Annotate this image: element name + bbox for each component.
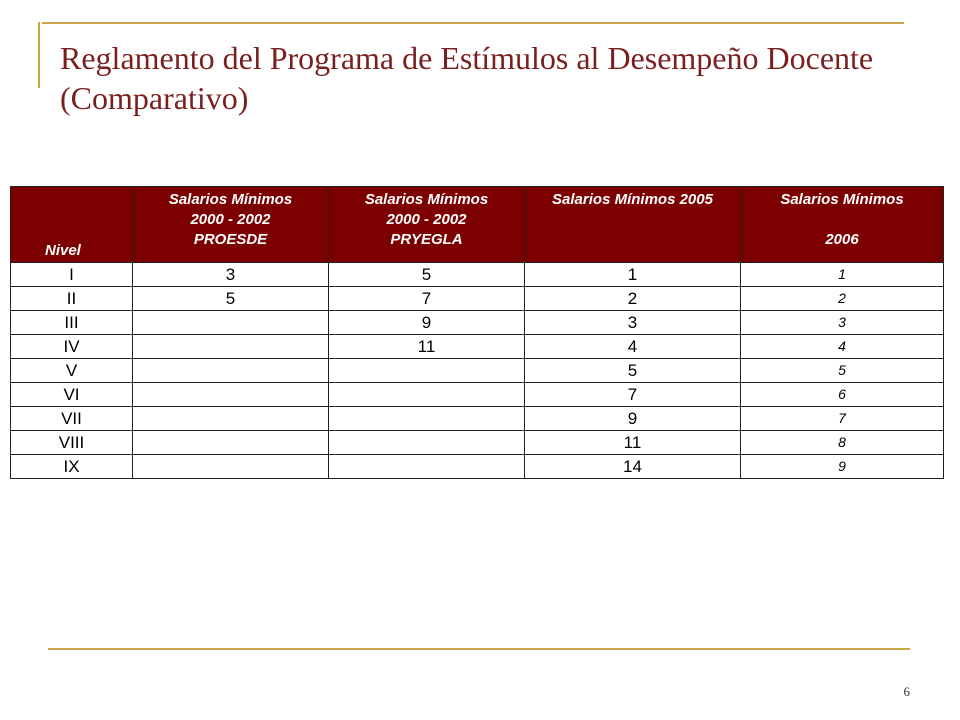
cell-nivel: VII: [11, 407, 133, 431]
cell-2005: 3: [525, 311, 741, 335]
cell-proesde: 3: [133, 263, 329, 287]
cell-pryegla: 11: [329, 335, 525, 359]
header-label: Salarios Mínimos: [364, 191, 489, 208]
cell-2006: 7: [741, 407, 944, 431]
cell-proesde: [133, 335, 329, 359]
table-row: [11, 359, 944, 383]
cell-proesde: [133, 455, 329, 479]
cell-nivel: III: [11, 311, 133, 335]
cell-2006: 2: [741, 287, 944, 311]
cell-2005: 5: [525, 359, 741, 383]
table-row: [11, 263, 944, 287]
comparison-table: [10, 186, 944, 479]
top-rule: [42, 22, 904, 24]
header-label: PROESDE: [193, 231, 268, 248]
cell-nivel: IV: [11, 335, 133, 359]
table-body: [11, 263, 944, 479]
cell-pryegla: 7: [329, 287, 525, 311]
slide-title: Reglamento del Programa de Estímulos al Desempeño Docente (Comparativo): [60, 40, 874, 116]
header-label: Salarios Mínimos 2005: [552, 191, 713, 208]
cell-2006: 1: [741, 263, 944, 287]
cell-proesde: [133, 383, 329, 407]
cell-2005: 2: [525, 287, 741, 311]
header-label: 2006: [825, 231, 859, 248]
cell-nivel: I: [11, 263, 133, 287]
header-label: 2000 - 2002: [386, 211, 467, 228]
cell-proesde: [133, 311, 329, 335]
cell-2005: 14: [525, 455, 741, 479]
cell-pryegla: 9: [329, 311, 525, 335]
cell-proesde: 5: [133, 287, 329, 311]
table-row: [11, 335, 944, 359]
cell-pryegla: [329, 431, 525, 455]
table-row: [11, 407, 944, 431]
cell-2005: 4: [525, 335, 741, 359]
cell-pryegla: [329, 455, 525, 479]
cell-2005: 9: [525, 407, 741, 431]
left-rule: [38, 22, 40, 88]
cell-nivel: VI: [11, 383, 133, 407]
header-label: 2000 - 2002: [190, 211, 271, 228]
cell-proesde: [133, 359, 329, 383]
table-row: [11, 455, 944, 479]
header-label: Salarios Mínimos: [780, 191, 904, 208]
table-row: [11, 383, 944, 407]
table-header-row: [11, 187, 944, 263]
header-label: Salarios Mínimos: [168, 191, 293, 208]
cell-2006: 8: [741, 431, 944, 455]
table-row: [11, 287, 944, 311]
cell-proesde: [133, 407, 329, 431]
table-row: [11, 311, 944, 335]
header-nivel-label: Nivel: [45, 242, 81, 259]
page-number: 6: [903, 684, 910, 699]
cell-pryegla: [329, 383, 525, 407]
header-2005: [525, 187, 741, 263]
cell-proesde: [133, 431, 329, 455]
cell-2005: 7: [525, 383, 741, 407]
cell-nivel: VIII: [11, 431, 133, 455]
cell-nivel: II: [11, 287, 133, 311]
header-proesde: [133, 187, 329, 263]
cell-nivel: V: [11, 359, 133, 383]
cell-2006: 5: [741, 359, 944, 383]
cell-2006: 3: [741, 311, 944, 335]
cell-nivel: IX: [11, 455, 133, 479]
header-2006: [741, 187, 944, 263]
cell-2005: 11: [525, 431, 741, 455]
cell-2006: 6: [741, 383, 944, 407]
cell-2005: 1: [525, 263, 741, 287]
cell-2006: 9: [741, 455, 944, 479]
footer-rule: [48, 648, 910, 650]
header-pryegla: [329, 187, 525, 263]
header-nivel: [11, 187, 133, 263]
cell-2006: 4: [741, 335, 944, 359]
table-row: [11, 431, 944, 455]
cell-pryegla: [329, 407, 525, 431]
cell-pryegla: [329, 359, 525, 383]
header-label: PRYEGLA: [390, 231, 463, 248]
cell-pryegla: 5: [329, 263, 525, 287]
